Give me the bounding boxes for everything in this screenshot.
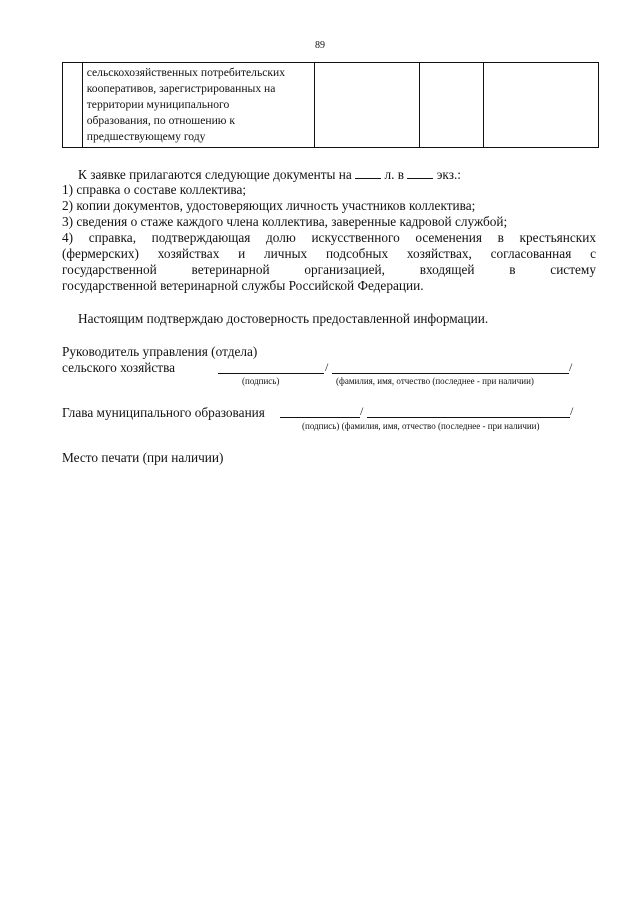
attachment-item-4-line: государственной ветеринарной службы Российской Федерации. — [62, 278, 424, 293]
separator-slash: / — [570, 404, 574, 418]
municipal-head-signature-line[interactable] — [280, 417, 360, 418]
copies-count-blank[interactable] — [407, 166, 433, 179]
page-number: 89 — [315, 40, 325, 51]
agri-head-label-line1: Руководитель управления (отдела) — [62, 344, 258, 359]
sheets-count-blank[interactable] — [355, 166, 381, 179]
agri-head-name-line[interactable] — [332, 373, 569, 374]
attachment-item-4-line: государственной ветеринарной организацией, входящей в систему — [62, 262, 596, 277]
attachment-item-4-line: 4) справка, подтверждающая долю искусственного осеменения в крестьянских — [62, 230, 596, 245]
separator-slash: / — [569, 360, 573, 374]
cell-line: предшествующему году — [86, 130, 206, 143]
table-cell-number — [63, 63, 83, 148]
municipal-head-caption: (подпись) (фамилия, имя, отчество (последнее - при наличии) — [302, 421, 540, 431]
agri-head-name-caption: (фамилия, имя, отчество (последнее - при наличии) — [336, 376, 534, 386]
cell-line: территории муниципального — [86, 98, 230, 111]
cell-line: сельскохозяйственных потребительских — [86, 66, 286, 79]
separator-slash: / — [360, 404, 364, 418]
cell-line: кооперативов, зарегистрированных на — [86, 82, 276, 95]
separator-slash: / — [325, 360, 329, 374]
agri-head-label-line2: сельского хозяйства — [62, 360, 176, 375]
attachment-item-3: 3) сведения о стаже каждого члена коллектива, заверенные кадровой службой; — [62, 214, 508, 229]
agri-head-signature-caption: (подпись) — [242, 376, 280, 386]
table-continuation — [62, 62, 599, 148]
agri-head-signature-line[interactable] — [218, 373, 324, 374]
table-cell-indicator — [82, 63, 314, 148]
attachment-item-1: 1) справка о составе коллектива; — [62, 182, 247, 197]
table-cell-empty — [419, 63, 484, 148]
table-cell-empty — [315, 63, 420, 148]
cell-line: образования, по отношению к — [86, 114, 235, 127]
attachment-item-4-line: (фермерских) хозяйствах и личных подсобных хозяйствах, согласованная с — [62, 246, 596, 261]
table-cell-empty — [484, 63, 599, 148]
attachment-item-2: 2) копии документов, удостоверяющих личность участников коллектива; — [62, 198, 476, 213]
seal-place: Место печати (при наличии) — [62, 450, 224, 465]
confirmation-statement: Настоящим подтверждаю достоверность предоставленной информации. — [78, 311, 489, 326]
municipal-head-label: Глава муниципального образования — [62, 405, 265, 420]
attachments-intro: К заявке прилагаются следующие документы на л. в экз.: — [78, 167, 461, 182]
municipal-head-name-line[interactable] — [367, 417, 570, 418]
table-row — [63, 63, 599, 148]
